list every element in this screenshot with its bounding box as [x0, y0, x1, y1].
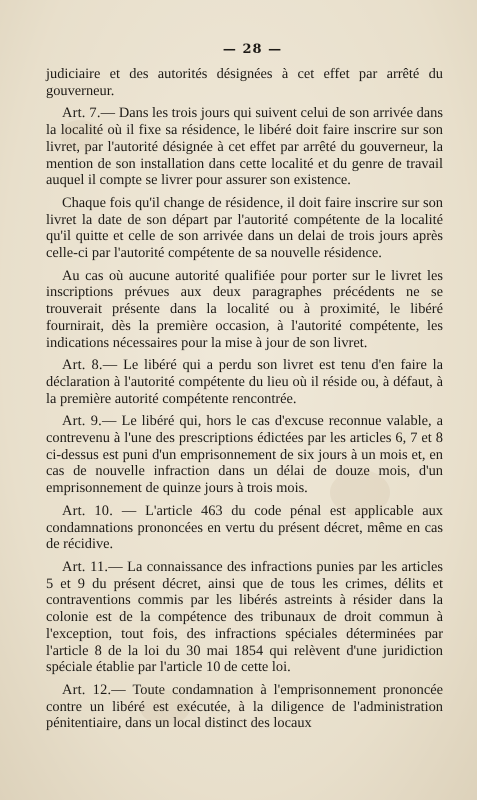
- paragraph-article-8: [46, 357, 443, 407]
- body-text: [46, 66, 443, 732]
- paragraph-text: La connaissance des infractions punies par les articles 5 et 9 du présent décret, ainsi que de tous les crimes, délits et contraventions commis par les libérés astreints à résider dans la colonie est de la compétence des tribunaux de droit commun à l'exception, tout fois, des infractions spéciales déterminées par l'article 8 de la loi du 30 mai 1854 qui relèvent d'une juridiction spéciale établie par l'article 10 de cette loi.: [46, 558, 443, 676]
- paragraph-text: judiciaire et des autorités désignées à cet effet par arrêté du gouverneur.: [46, 66, 443, 99]
- article-number: Art. 8.—: [62, 357, 118, 374]
- page-number: — 28 —: [222, 42, 283, 57]
- paragraph-continuation: [46, 66, 443, 99]
- paragraph-article-7-residence-change: [46, 195, 443, 262]
- paragraph-article-12: [46, 682, 443, 732]
- paragraph-text: Toute condamnation à l'emprisonnement prononcée contre un libéré est exécutée, à la diligence de l'administration pénitentiaire, dans un local distinct des locaux: [46, 681, 443, 732]
- paragraph-article-10: [46, 503, 443, 553]
- article-number: Art. 12.—: [62, 681, 126, 698]
- paragraph-text: Dans les trois jours qui suivent celui de son arrivée dans la localité où il fixe sa résidence, le libéré doit faire inscrire sur son livret, par l'autorité désignée à cet effet par arrêté du gouverneur, la mention de son installation dans cette localité et du genre de travail auquel il compte se livrer pour assurer son existence.: [46, 105, 443, 189]
- paragraph-text: Chaque fois qu'il change de résidence, il doit faire inscrire sur son livret la date de son départ par l'autorité compétente de la localité qu'il quitte et celle de son arrivée dans un delai de trois jours après celle-ci par l'autorité compétente de sa nouvelle résidence.: [46, 194, 443, 262]
- paragraph-article-7: [46, 105, 443, 189]
- paragraph-text: Le libéré qui a perdu son livret est tenu d'en faire la déclaration à l'autorité compétente du lieu où il réside ou, à défaut, à la première autorité compétente rencontrée.: [46, 357, 443, 407]
- paragraph-text: Le libéré qui, hors le cas d'excuse reconnue valable, a contrevenu à l'une des prescriptions édictées par les articles 6, 7 et 8 ci-dessus est puni d'un emprisonnement de six jours à un mois et, en cas de nouvelle infraction dans un délai de douze mois, d'un emprisonnement de quinze jours à trois mois.: [46, 413, 443, 497]
- paragraph-text: Au cas où aucune autorité qualifiée pour porter sur le livret les inscriptions prévues aux deux paragraphes précédents ne se trouverait présente dans la localité ou à proximité, le libéré fournirait, dès la première occasion, à l'autorité compétente, les indications nécessaires pour la mise à jour de son livret.: [46, 267, 443, 351]
- article-number: Art. 9.—: [62, 413, 117, 430]
- paragraph-text: L'article 463 du code pénal est applicable aux condamnations prononcées en vertu du présent décret, même en cas de récidive.: [46, 502, 443, 553]
- article-number: Art. 7.—: [62, 105, 116, 122]
- paragraph-article-11: [46, 559, 443, 676]
- article-number: Art. 11.—: [62, 558, 123, 575]
- paragraph-article-7-no-authority: [46, 268, 443, 352]
- article-number: Art. 10. —: [62, 502, 137, 519]
- paragraph-article-9: [46, 413, 443, 497]
